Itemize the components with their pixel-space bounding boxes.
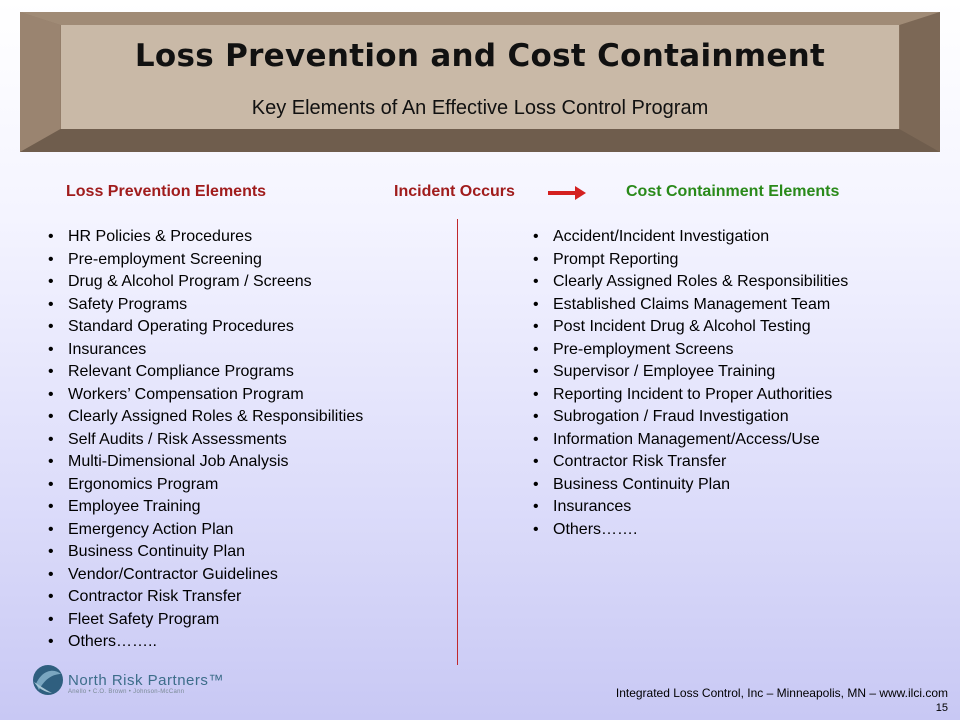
incident-occurs-heading: Incident Occurs bbox=[394, 183, 515, 200]
loss-prevention-item: • Contractor Risk Transfer bbox=[48, 586, 363, 609]
company-logo-tagline: Anello • C.O. Brown • Johnson-McCann bbox=[68, 689, 185, 695]
loss-prevention-heading: Loss Prevention Elements bbox=[66, 183, 267, 200]
loss-prevention-item: • Business Continuity Plan bbox=[48, 541, 363, 564]
loss-prevention-item: • Relevant Compliance Programs bbox=[48, 361, 363, 384]
cost-containment-item: • Others……. bbox=[533, 519, 848, 542]
cost-containment-list bbox=[533, 226, 848, 541]
loss-prevention-item: • Multi-Dimensional Job Analysis bbox=[48, 451, 363, 474]
loss-prevention-item: • Drug & Alcohol Program / Screens bbox=[48, 271, 363, 294]
cost-containment-item: • Contractor Risk Transfer bbox=[533, 451, 848, 474]
cost-containment-heading: Cost Containment Elements bbox=[626, 183, 840, 200]
cost-containment-item: • Clearly Assigned Roles & Responsibilities bbox=[533, 271, 848, 294]
cost-containment-item: • Pre-employment Screens bbox=[533, 339, 848, 362]
loss-prevention-item: • Others…….. bbox=[48, 631, 363, 654]
loss-prevention-item: • Employee Training bbox=[48, 496, 363, 519]
loss-prevention-item: • Standard Operating Procedures bbox=[48, 316, 363, 339]
loss-prevention-item: • Fleet Safety Program bbox=[48, 609, 363, 632]
column-divider bbox=[457, 219, 458, 665]
cost-containment-item: • Accident/Incident Investigation bbox=[533, 226, 848, 249]
loss-prevention-item: • Clearly Assigned Roles & Responsibilities bbox=[48, 406, 363, 429]
company-logo-name: North Risk Partners™ bbox=[68, 672, 224, 689]
loss-prevention-list bbox=[48, 226, 363, 654]
slide-title: Loss Prevention and Cost Containment bbox=[134, 38, 826, 74]
cost-containment-item: • Prompt Reporting bbox=[533, 249, 848, 272]
loss-prevention-item: • Pre-employment Screening bbox=[48, 249, 363, 272]
cost-containment-item: • Established Claims Management Team bbox=[533, 294, 848, 317]
cost-containment-item: • Post Incident Drug & Alcohol Testing bbox=[533, 316, 848, 339]
globe-logo-icon bbox=[30, 662, 66, 698]
loss-prevention-item: • HR Policies & Procedures bbox=[48, 226, 363, 249]
footer-credit: Integrated Loss Control, Inc – Minneapolis, MN – www.ilci.com bbox=[615, 686, 948, 700]
loss-prevention-item: • Ergonomics Program bbox=[48, 474, 363, 497]
cost-containment-item: • Subrogation / Fraud Investigation bbox=[533, 406, 848, 429]
cost-containment-item: • Supervisor / Employee Training bbox=[533, 361, 848, 384]
loss-prevention-item: • Emergency Action Plan bbox=[48, 519, 363, 542]
slide-subtitle: Key Elements of An Effective Loss Control Program bbox=[251, 97, 709, 119]
cost-containment-item: • Insurances bbox=[533, 496, 848, 519]
cost-containment-item: • Business Continuity Plan bbox=[533, 474, 848, 497]
loss-prevention-item: • Insurances bbox=[48, 339, 363, 362]
cost-containment-item: • Reporting Incident to Proper Authorities bbox=[533, 384, 848, 407]
loss-prevention-item: • Workers’ Compensation Program bbox=[48, 384, 363, 407]
loss-prevention-item: • Vendor/Contractor Guidelines bbox=[48, 564, 363, 587]
cost-containment-item: • Information Management/Access/Use bbox=[533, 429, 848, 452]
right-arrow-icon bbox=[548, 186, 586, 200]
page-number: 15 bbox=[935, 702, 948, 714]
loss-prevention-item: • Safety Programs bbox=[48, 294, 363, 317]
loss-prevention-item: • Self Audits / Risk Assessments bbox=[48, 429, 363, 452]
